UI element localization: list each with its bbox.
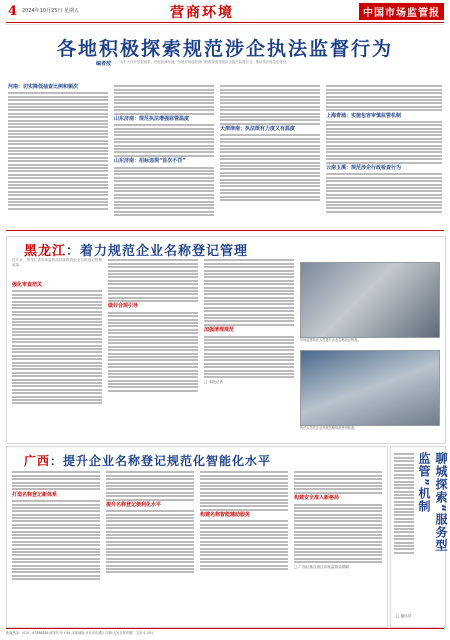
heilongjiang-col-1 [12, 258, 102, 438]
heilongjiang-sub-2: 做好合规引导 [108, 303, 139, 310]
heilongjiang-sub-1: 强化审查把关 [12, 282, 43, 288]
guangxi-credit: □ 广西壮族自治区市场监管局供稿 [294, 564, 349, 569]
editor-note-label: 编者按 [96, 61, 112, 67]
guangxi-title: 提升企业名称登记规范化智能化水平 [63, 454, 272, 468]
date-line: 2024年10月25日 星期五 [22, 8, 80, 14]
heilongjiang-region: 黑龙江 [24, 244, 67, 259]
sidebar-author: □ 通讯员 [396, 614, 412, 618]
lead-column-2 [114, 84, 214, 224]
top-rule-thin [6, 24, 444, 25]
guangxi-col-4 [294, 470, 382, 622]
top-rule [6, 22, 444, 23]
lead-column-4 [326, 84, 442, 224]
heilongjiang-caption-2: 执法人员在企业开展名称规范使用检查。 [300, 426, 358, 430]
section-title: 营商环境 [170, 5, 234, 21]
heilongjiang-photo-1 [300, 262, 440, 338]
heilongjiang-headline: 黑龙江：着力规范企业名称登记管理 [24, 244, 249, 259]
subhead-jinan-1: 山东济南：规范执法增强监管温度 [114, 115, 190, 122]
subhead-jinan-2: 山东济南：招标违规“首次不罚” [114, 158, 186, 165]
editor-note: 为扩大以开放促改革，优化营商环境，各地市场监管部门积极探索规范涉企执法监督行为，推动执法规范化建设。 [120, 60, 290, 64]
sidebar-headline: 聊城探索“服务型监管”机制 [417, 452, 448, 552]
guangxi-region: 广西 [24, 454, 51, 468]
bottom-rule [6, 628, 444, 629]
mid-rule [6, 230, 444, 231]
heilongjiang-photo-2 [300, 350, 440, 426]
heilongjiang-caption-1: 市场监管执法人员进行企业名称登记核查。 [300, 338, 361, 342]
heilongjiang-credit: □ 本报记者 [204, 379, 223, 384]
lead-column-1 [8, 84, 108, 224]
heilongjiang-col-3 [204, 258, 294, 438]
footer: 新闻热线:（010）67888888 邮发代号:1-64 本报地址:北京市东城区 印刷:人民日报印刷厂 定价:1.50元 [6, 631, 155, 635]
sidebar-body [394, 452, 414, 622]
guangxi-sub-3: 构建名称智能辅助服务 [200, 512, 251, 519]
subhead-tianjin: 天津津南：执法既有力度又有温度 [220, 126, 296, 133]
subhead-henan: 河南：切实降低抽查比例和频次 [8, 84, 79, 90]
guangxi-col-2 [106, 470, 194, 622]
heilongjiang-intro: 近年来，黑龙江省市场监管局持续推进企业名称登记管理改革。 [12, 258, 102, 268]
lead-column-3 [220, 84, 320, 224]
subhead-yunnan: 云南玉溪：规范涉企行政检查行为 [326, 164, 402, 171]
guangxi-col-3 [200, 470, 288, 622]
heilongjiang-col-2 [108, 258, 198, 438]
subhead-shanghai: 上海青浦：实施包容审慎监管机制 [326, 112, 402, 119]
lead-headline: 各地积极探索规范涉企执法监督行为 [56, 38, 393, 60]
guangxi-sub-4: 构建安全准入新格局 [294, 495, 340, 502]
heilongjiang-title: 着力规范企业名称登记管理 [80, 244, 249, 259]
guangxi-sub-2: 提升名称登记便利化水平 [106, 501, 162, 508]
heilongjiang-sub-3: 加强清理规范 [204, 327, 235, 334]
guangxi-col-1 [12, 470, 100, 622]
newspaper-logo: 中国市场监管报 [359, 3, 444, 20]
page-number: 4 [8, 4, 18, 19]
masthead [0, 0, 450, 22]
guangxi-headline: 广西：提升企业名称登记规范化智能化水平 [24, 454, 272, 468]
guangxi-sub-1: 打造名称登记新体系 [12, 491, 58, 498]
